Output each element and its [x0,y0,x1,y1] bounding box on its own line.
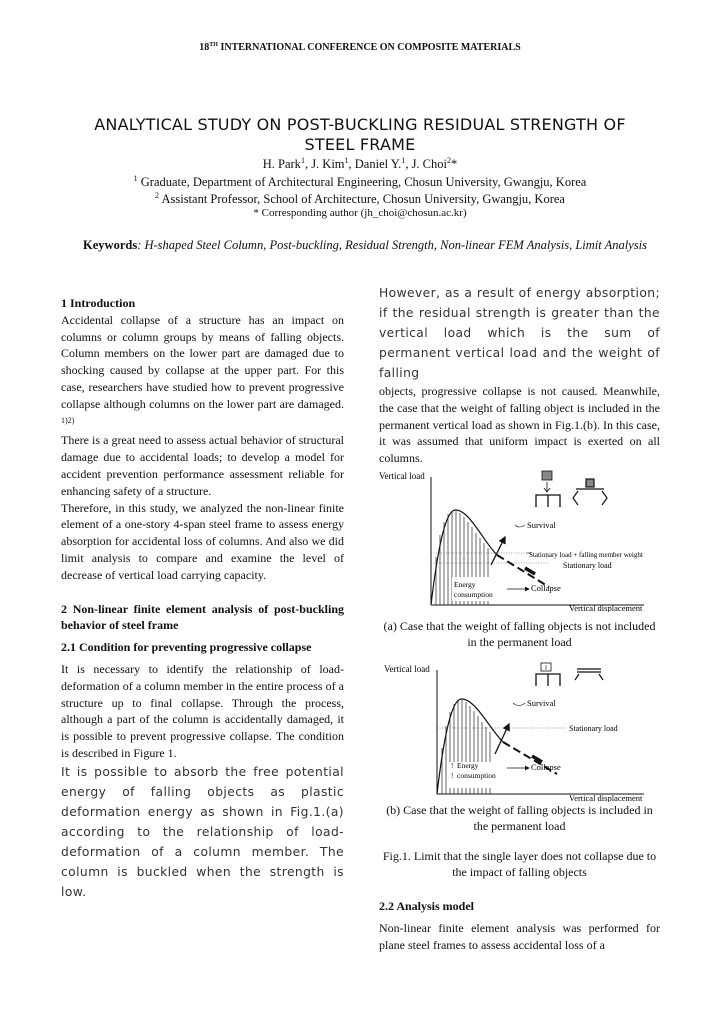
falling-object-icon-b [541,663,551,671]
author-2-sup: 1 [344,156,349,165]
intro-ref: 1)2) [61,415,75,425]
title-line-2: STEEL FRAME [304,135,416,154]
title-line-1: ANALYTICAL STUDY ON POST-BUCKLING RESIDUAL STRENGTH OF [94,115,626,134]
fig-a-vertical-load-label: Vertical load [379,470,425,481]
conf-text: INTERNATIONAL CONFERENCE ON COMPOSITE MATERIALS [220,42,521,53]
author-star: * [451,157,458,172]
affiliation-1-text: Graduate, Department of Architectural Engineering, Chosun University, Gwangju, Korea [140,175,587,190]
authors [0,156,720,172]
conf-number: 18 [199,42,210,53]
fig-a-energy-label-2: consumption [454,589,493,599]
figure-1a-caption: (a) Case that the weight of falling objects is not included in the permanent load [383,618,656,649]
corresponding-author: * Corresponding author (jh_choi@chosun.ac.kr) [253,207,467,219]
fig-b-survival-label: Survival [527,697,556,708]
author-3: , Daniel Y. [348,157,402,172]
affiliation-2-text: Assistant Professor, School of Architecture, Chosun University, Gwangju, Korea [161,192,565,207]
fig-b-vertical-load-label: Vertical load [384,663,430,674]
fig-b-energy-label-1: Energy [457,760,479,770]
section-1-heading: 1 Introduction [61,296,136,310]
figure-1-caption: Fig.1. Limit that the single layer does not collapse due to the impact of falling objects [382,848,657,879]
fig-a-energy-label-1: Energy [454,579,476,589]
fig-b-energy-bar-2: ! [451,771,454,780]
figure-1b [379,662,660,802]
figure-1b-caption: (b) Case that the weight of falling objects is included in the permanent load [386,802,653,833]
conference-header [0,42,720,53]
affiliation-2 [0,191,720,207]
author-2: , J. Kim [304,157,345,172]
s22-paragraph-1: Non-linear finite element analysis was performed for plane steel frames to assess accidental loss of a [379,920,660,952]
fig-b-collapse-label: Collapse [531,761,561,772]
intro-paragraph-1 [61,312,344,433]
section-2-heading: 2 Non-linear finite element analysis of post-buckling behavior of steel frame [61,601,344,633]
author-4: , J. Choi [405,157,447,172]
falling-object-icon [542,471,552,492]
author-3-sup: 1 [401,156,406,165]
fig-b-energy-bar-1: ! [451,761,454,770]
author-1-sup: 1 [300,156,305,165]
author-4-sup: 2 [447,156,451,165]
fig-a-collapse-label: Collapse [531,582,561,593]
intact-frame-icon-b [536,674,560,686]
left-column [61,295,344,902]
right-paragraph-1b: objects, progressive collapse is not caused. Meanwhile, the case that the weight of falling object is included in the permanent vertical load as shown in Fig.1.(b). In this case, it was assumed that uniform impact is exerted on all columns. [379,384,660,466]
keywords-label: Keywords [83,238,138,252]
fig-a-survival-label: Survival [527,519,556,530]
intro-paragraph-2: There is a great need to assess actual behavior of structural damage due to accidental loads; to develop a model for accident prevention performance assessment reliable for enhancing safety of a structure. [61,433,344,498]
intact-frame-icon [536,495,560,507]
fig-b-energy-label-2: consumption [457,770,496,780]
intro-p1-text: Accidental collapse of a structure has an impact on columns or column groups by means of falling objects. Column members on the lower part are damaged due to shocking caused by collapse at the upper part. For this case, researchers have studied how to prevent progressive collapse although columns on the lower part are damaged. [61,312,344,411]
s21-paragraph-1: It is necessary to identify the relationship of load-deformation of a column member in the entire process of a structure up to final collapse. Through the process, although a part of the column is accidentally damaged, it is possible to prevent progressive collapse. The condition is described in Figure 1. [61,661,344,760]
keywords [80,237,650,254]
fig-b-vertical-disp-label: Vertical displacement [569,792,643,802]
keywords-text: : H-shaped Steel Column, Post-buckling, Residual Strength, Non-linear FEM Analysis, Limit Analysis [137,238,647,252]
affiliation-1-sup: 1 [133,174,138,183]
affiliation-2-sup: 2 [155,191,160,200]
affiliation-1 [0,174,720,190]
section-2-1-heading: 2.1 Condition for preventing progressive collapse [61,640,312,655]
collapsed-frame-icon [573,479,607,505]
collapsed-frame-icon-b [575,669,603,680]
right-column [379,283,660,953]
intro-paragraph-3: Therefore, in this study, we analyzed the non-linear finite element of a one-story 4-span steel frame to assess energy absorption for accidental loss of columns. And also we did limit analysis to compare and examine the level of decrease of vertical load carrying capacity. [61,500,344,582]
fig-a-stationary-label: Stationary load [563,560,612,570]
fig-a-vertical-disp-label: Vertical displacement [569,602,643,612]
paper-title [40,115,680,155]
fig-b-stationary-label: Stationary load [569,723,618,733]
s21-paragraph-2: It is possible to absorb the free potential energy of falling objects as plastic deformation energy as shown in Fig.1.(a) according to the relationship of load-deformation of a column member. The column is buckled when the strength is low. [61,764,344,899]
right-paragraph-1a: However, as a result of energy absorption; if the residual strength is greater than the vertical load which is the sum of permanent vertical load and the weight of falling [379,286,660,380]
section-2-2-heading: 2.2 Analysis model [379,898,475,913]
fig-a-stationary-plus-label: Stationary load + falling member weight [529,550,643,559]
conf-sup: TH [209,42,218,48]
figure-1a [379,467,660,612]
author-1: H. Park [262,157,301,172]
